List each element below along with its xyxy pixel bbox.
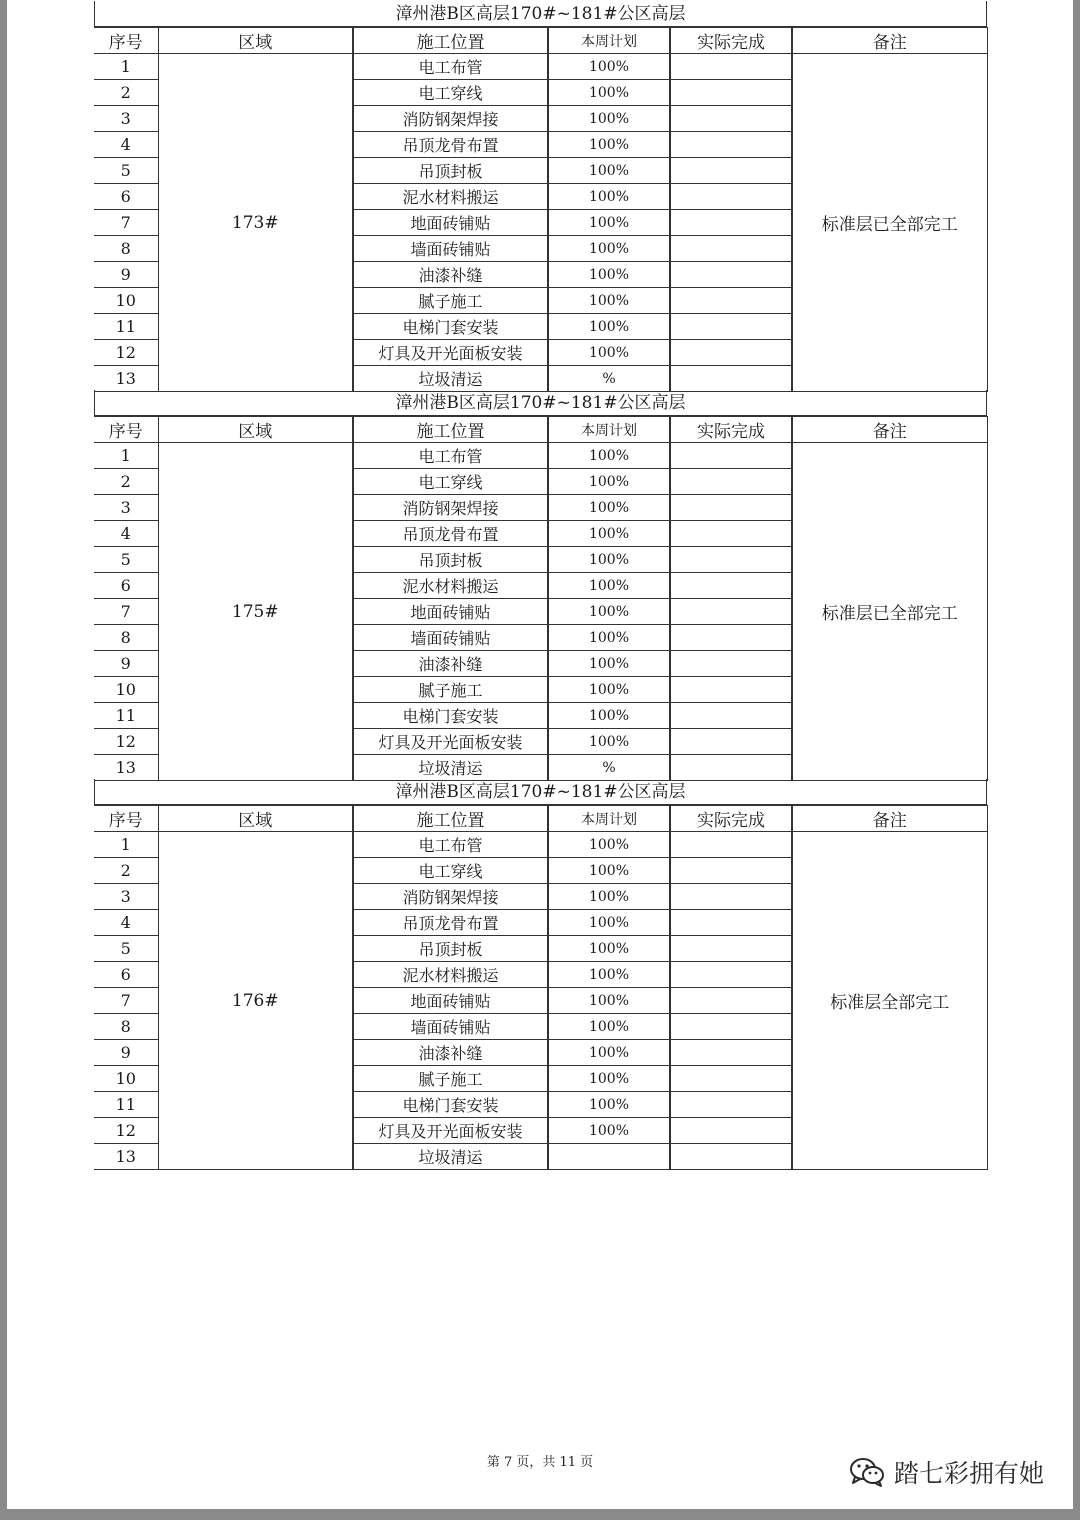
seq-cell: 1: [94, 832, 158, 858]
watermark-text: 踏七彩拥有她: [893, 1459, 1044, 1488]
seq-cell: 11: [94, 1092, 158, 1118]
seq-cell: 1: [94, 54, 158, 80]
plan-cell: 100%: [548, 858, 670, 884]
position-cell: 泥水材料搬运: [353, 184, 548, 210]
schedule-section: [94, 779, 987, 1170]
position-cell: 电梯门套安装: [353, 314, 548, 340]
plan-cell: 100%: [548, 1040, 670, 1066]
plan-cell: 100%: [548, 1118, 670, 1144]
actual-cell: [670, 366, 792, 392]
actual-cell: [670, 703, 792, 729]
schedule-table: [94, 805, 988, 1170]
header-seq: 序号: [94, 806, 158, 832]
seq-cell: 8: [94, 236, 158, 262]
position-cell: 吊顶龙骨布置: [353, 521, 548, 547]
actual-cell: [670, 677, 792, 703]
position-cell: 吊顶封板: [353, 158, 548, 184]
position-cell: 腻子施工: [353, 677, 548, 703]
position-cell: 电梯门套安装: [353, 703, 548, 729]
actual-cell: [670, 314, 792, 340]
seq-cell: 11: [94, 703, 158, 729]
plan-cell: %: [548, 755, 670, 781]
header-position: 施工位置: [353, 806, 548, 832]
seq-cell: 3: [94, 106, 158, 132]
position-cell: 消防钢架焊接: [353, 495, 548, 521]
header-seq: 序号: [94, 28, 158, 54]
plan-cell: 100%: [548, 573, 670, 599]
seq-cell: 11: [94, 314, 158, 340]
plan-cell: 100%: [548, 910, 670, 936]
plan-cell: 100%: [548, 340, 670, 366]
actual-cell: [670, 469, 792, 495]
plan-cell: 100%: [548, 106, 670, 132]
seq-cell: 7: [94, 988, 158, 1014]
actual-cell: [670, 573, 792, 599]
actual-cell: [670, 521, 792, 547]
position-cell: 消防钢架焊接: [353, 106, 548, 132]
plan-cell: 100%: [548, 832, 670, 858]
header-actual: 实际完成: [670, 806, 792, 832]
seq-cell: 12: [94, 729, 158, 755]
seq-cell: 9: [94, 1040, 158, 1066]
header-area: 区域: [158, 806, 353, 832]
plan-cell: 100%: [548, 443, 670, 469]
plan-cell: [548, 1144, 670, 1170]
seq-cell: 8: [94, 1014, 158, 1040]
header-row: [94, 28, 987, 54]
plan-cell: 100%: [548, 677, 670, 703]
section-title: 漳州港B区高层170#~181#公区高层: [94, 1, 987, 27]
position-cell: 泥水材料搬运: [353, 962, 548, 988]
seq-cell: 12: [94, 340, 158, 366]
plan-cell: 100%: [548, 54, 670, 80]
position-cell: 电梯门套安装: [353, 1092, 548, 1118]
header-area: 区域: [158, 417, 353, 443]
plan-cell: %: [548, 366, 670, 392]
header-actual: 实际完成: [670, 417, 792, 443]
seq-cell: 13: [94, 1144, 158, 1170]
position-cell: 吊顶龙骨布置: [353, 910, 548, 936]
actual-cell: [670, 988, 792, 1014]
actual-cell: [670, 755, 792, 781]
actual-cell: [670, 1118, 792, 1144]
note-cell: 标准层已全部完工: [792, 443, 987, 781]
seq-cell: 6: [94, 184, 158, 210]
position-cell: 吊顶封板: [353, 547, 548, 573]
seq-cell: 13: [94, 755, 158, 781]
position-cell: 泥水材料搬运: [353, 573, 548, 599]
note-cell: 标准层全部完工: [792, 832, 987, 1170]
plan-cell: 100%: [548, 625, 670, 651]
viewer-frame-left: [0, 0, 7, 1520]
position-cell: 电工布管: [353, 54, 548, 80]
actual-cell: [670, 547, 792, 573]
position-cell: 油漆补缝: [353, 1040, 548, 1066]
position-cell: 地面砖铺贴: [353, 988, 548, 1014]
seq-cell: 3: [94, 495, 158, 521]
seq-cell: 12: [94, 1118, 158, 1144]
seq-cell: 2: [94, 858, 158, 884]
plan-cell: 100%: [548, 703, 670, 729]
position-cell: 墙面砖铺贴: [353, 236, 548, 262]
plan-cell: 100%: [548, 884, 670, 910]
viewer-frame-right: [1073, 0, 1080, 1520]
position-cell: 电工穿线: [353, 858, 548, 884]
actual-cell: [670, 54, 792, 80]
seq-cell: 8: [94, 625, 158, 651]
position-cell: 垃圾清运: [353, 755, 548, 781]
seq-cell: 2: [94, 469, 158, 495]
plan-cell: 100%: [548, 158, 670, 184]
position-cell: 吊顶封板: [353, 936, 548, 962]
table-row: [94, 54, 987, 80]
plan-cell: 100%: [548, 651, 670, 677]
seq-cell: 6: [94, 962, 158, 988]
wechat-icon: [848, 1455, 886, 1489]
actual-cell: [670, 210, 792, 236]
position-cell: 灯具及开光面板安装: [353, 1118, 548, 1144]
position-cell: 腻子施工: [353, 1066, 548, 1092]
actual-cell: [670, 832, 792, 858]
actual-cell: [670, 858, 792, 884]
watermark: [848, 1452, 1044, 1492]
header-plan: 本周计划: [548, 417, 670, 443]
position-cell: 垃圾清运: [353, 366, 548, 392]
actual-cell: [670, 962, 792, 988]
seq-cell: 7: [94, 599, 158, 625]
actual-cell: [670, 288, 792, 314]
actual-cell: [670, 132, 792, 158]
actual-cell: [670, 495, 792, 521]
section-title: 漳州港B区高层170#~181#公区高层: [94, 779, 987, 805]
actual-cell: [670, 1066, 792, 1092]
area-cell: 175#: [158, 443, 353, 781]
position-cell: 电工布管: [353, 832, 548, 858]
plan-cell: 100%: [548, 988, 670, 1014]
seq-cell: 5: [94, 158, 158, 184]
plan-cell: 100%: [548, 599, 670, 625]
plan-cell: 100%: [548, 210, 670, 236]
table-row: [94, 443, 987, 469]
plan-cell: 100%: [548, 521, 670, 547]
actual-cell: [670, 158, 792, 184]
section-title: 漳州港B区高层170#~181#公区高层: [94, 390, 987, 416]
position-cell: 电工布管: [353, 443, 548, 469]
position-cell: 墙面砖铺贴: [353, 625, 548, 651]
header-row: [94, 806, 987, 832]
schedule-table: [94, 416, 988, 781]
seq-cell: 9: [94, 651, 158, 677]
table-row: [94, 832, 987, 858]
area-cell: 176#: [158, 832, 353, 1170]
header-seq: 序号: [94, 417, 158, 443]
plan-cell: 100%: [548, 1092, 670, 1118]
seq-cell: 5: [94, 547, 158, 573]
page-number: 第 7 页，共 11 页: [486, 1455, 594, 1470]
actual-cell: [670, 1014, 792, 1040]
actual-cell: [670, 1040, 792, 1066]
header-plan: 本周计划: [548, 806, 670, 832]
plan-cell: 100%: [548, 1014, 670, 1040]
actual-cell: [670, 884, 792, 910]
seq-cell: 10: [94, 288, 158, 314]
actual-cell: [670, 599, 792, 625]
actual-cell: [670, 443, 792, 469]
seq-cell: 2: [94, 80, 158, 106]
seq-cell: 4: [94, 910, 158, 936]
position-cell: 垃圾清运: [353, 1144, 548, 1170]
seq-cell: 4: [94, 521, 158, 547]
seq-cell: 10: [94, 1066, 158, 1092]
position-cell: 灯具及开光面板安装: [353, 729, 548, 755]
plan-cell: 100%: [548, 314, 670, 340]
seq-cell: 9: [94, 262, 158, 288]
header-position: 施工位置: [353, 417, 548, 443]
header-plan: 本周计划: [548, 28, 670, 54]
actual-cell: [670, 106, 792, 132]
actual-cell: [670, 625, 792, 651]
schedule-section: [94, 1, 987, 392]
header-note: 备注: [792, 806, 987, 832]
position-cell: 电工穿线: [353, 80, 548, 106]
plan-cell: 100%: [548, 236, 670, 262]
header-position: 施工位置: [353, 28, 548, 54]
plan-cell: 100%: [548, 184, 670, 210]
header-row: [94, 417, 987, 443]
position-cell: 吊顶龙骨布置: [353, 132, 548, 158]
plan-cell: 100%: [548, 547, 670, 573]
position-cell: 墙面砖铺贴: [353, 1014, 548, 1040]
seq-cell: 4: [94, 132, 158, 158]
header-note: 备注: [792, 28, 987, 54]
plan-cell: 100%: [548, 80, 670, 106]
schedule-section: [94, 390, 987, 781]
area-cell: 173#: [158, 54, 353, 392]
plan-cell: 100%: [548, 288, 670, 314]
schedule-table: [94, 27, 988, 392]
position-cell: 消防钢架焊接: [353, 884, 548, 910]
actual-cell: [670, 1092, 792, 1118]
seq-cell: 10: [94, 677, 158, 703]
actual-cell: [670, 729, 792, 755]
position-cell: 油漆补缝: [353, 262, 548, 288]
seq-cell: 7: [94, 210, 158, 236]
actual-cell: [670, 936, 792, 962]
plan-cell: 100%: [548, 936, 670, 962]
plan-cell: 100%: [548, 262, 670, 288]
position-cell: 灯具及开光面板安装: [353, 340, 548, 366]
plan-cell: 100%: [548, 1066, 670, 1092]
seq-cell: 5: [94, 936, 158, 962]
actual-cell: [670, 910, 792, 936]
actual-cell: [670, 184, 792, 210]
seq-cell: 6: [94, 573, 158, 599]
position-cell: 电工穿线: [353, 469, 548, 495]
header-actual: 实际完成: [670, 28, 792, 54]
position-cell: 地面砖铺贴: [353, 599, 548, 625]
position-cell: 地面砖铺贴: [353, 210, 548, 236]
header-area: 区域: [158, 28, 353, 54]
actual-cell: [670, 1144, 792, 1170]
position-cell: 油漆补缝: [353, 651, 548, 677]
actual-cell: [670, 236, 792, 262]
header-note: 备注: [792, 417, 987, 443]
actual-cell: [670, 651, 792, 677]
plan-cell: 100%: [548, 962, 670, 988]
seq-cell: 3: [94, 884, 158, 910]
plan-cell: 100%: [548, 469, 670, 495]
plan-cell: 100%: [548, 729, 670, 755]
viewer-frame-bottom: [0, 1509, 1080, 1520]
actual-cell: [670, 80, 792, 106]
plan-cell: 100%: [548, 132, 670, 158]
actual-cell: [670, 340, 792, 366]
note-cell: 标准层已全部完工: [792, 54, 987, 392]
actual-cell: [670, 262, 792, 288]
seq-cell: 13: [94, 366, 158, 392]
plan-cell: 100%: [548, 495, 670, 521]
seq-cell: 1: [94, 443, 158, 469]
position-cell: 腻子施工: [353, 288, 548, 314]
